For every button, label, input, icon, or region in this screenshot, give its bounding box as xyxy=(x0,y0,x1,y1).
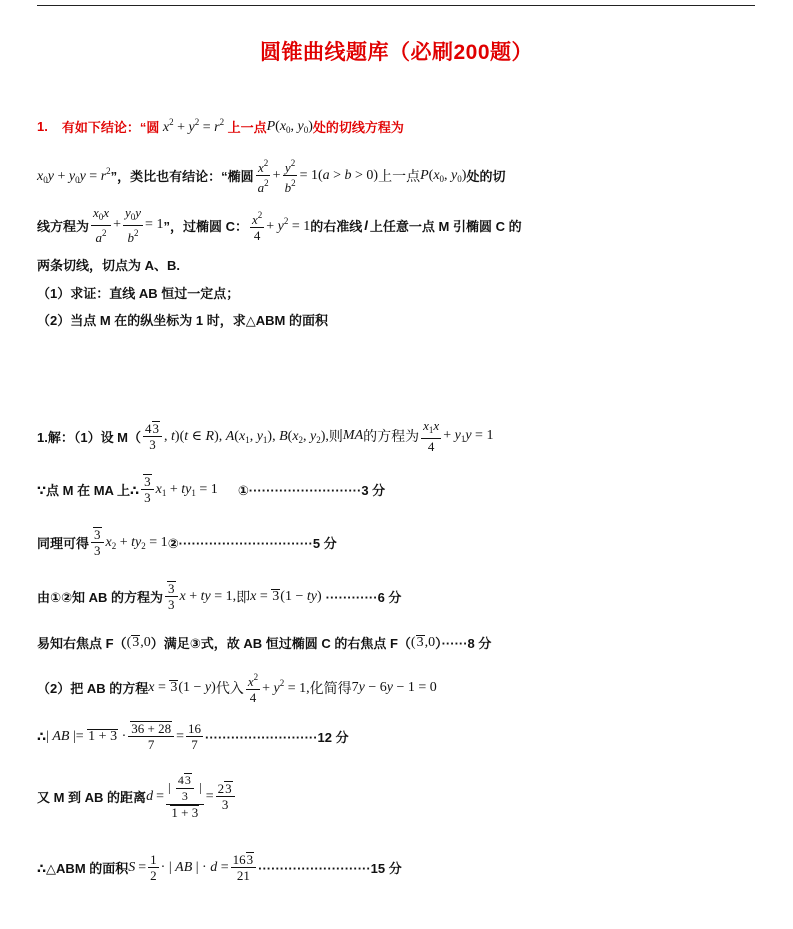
solution-line-5: 易知右焦点 F（ (3,0 ）满足③式，故 AB 恒过椭圆 C 的右焦点 F（ (3,0 ）······8 分 xyxy=(37,634,492,651)
solution-line-1: 1.解：（1）设 M（ $\frac{43}{3}$ , t)(t ∈ R), $A(x_1$, $y_1$), $B(x_2$, $y_2$), 则 MA 的方程为 $\frac{x_1x}{4}$ + $y_1y = 1$ xyxy=(37,418,494,454)
ellipse-frac-x: $\frac{x^2}{a^2}$ xyxy=(257,158,269,195)
solution-line-3: 同理可得 $\frac{3}{3}$ $x_2 + ty_2 = 1$ ②·······························5 分 xyxy=(37,527,337,558)
problem-line-3: 线方程为 $\frac{x_0x}{a^2}$ + $\frac{y_0y}{b^2}$ = 1 ”，过椭圆 C： $\frac{x^2}{4}$ + $y^2 = 1$ 的右准线 l 上任意一点 M 引椭圆 C 的 xyxy=(37,205,522,245)
solution-line-7: ∴ | AB |= 1 + 3 · $\frac{36 + 28}{7}$ = $\frac{16}{7}$ ··························12 分 xyxy=(37,721,349,752)
ellipse-frac-y: $\frac{y^2}{b^2}$ xyxy=(284,158,296,195)
top-rule xyxy=(37,5,755,6)
problem-line-4: 两条切线，切点为 A、B. xyxy=(37,258,181,273)
solution-line-9: ∴△ABM 的面积 S = $\frac{1}{2}$ · | AB | · d = $\frac{163}{21}$ ··························15 分 xyxy=(37,852,402,883)
problem-number: 1. xyxy=(37,119,48,134)
solution-line-8: 又 M 到 AB 的距离 d = | $\frac{43}{3}$ | 1 + 3 = $\frac{23}{3}$ xyxy=(37,773,237,820)
question-2: （2）当点 M 在的纵坐标为 1 时，求△ABM 的面积 xyxy=(37,313,328,328)
ellipse-c-frac: $\frac{x^2}{4}$ xyxy=(251,209,263,243)
point-p: $P(x_0$, $y_0$) xyxy=(266,118,313,135)
problem-line-2: $x_0y + y_0y = r^2$ ”，类比也有结论：“椭圆 $\frac{x^2}{a^2}$ + $\frac{y^2}{b^2}$ = 1(a > b > 0) 上一点 $P(x_0$, $y_0$) 处的切 xyxy=(37,158,506,195)
page-title: 圆锥曲线题库（必刷200题） xyxy=(259,41,534,64)
tangent-circle: $x_0y + y_0y = r^2$ xyxy=(37,166,111,185)
solution-line-6: （2）把 AB 的方程 x = 3(1 − y) 代入 $\frac{x^2}{4}$ + $y^2 = 1$, 化简得 7y − 6y − 1 = 0 xyxy=(37,672,437,705)
problem-line-1: 1. 有如下结论：“圆 $x^2 + y^2 = r^2$ 上一点 $P(x_0$, $y_0$) 处的切线方程为 xyxy=(37,117,404,135)
circle-equation: $x^2 + y^2 = r^2$ xyxy=(162,117,225,135)
solution-line-2: ∵点 M 在 MA 上∴ $\frac{3}{3}$ $x_1 + ty_1 = 1$ ①··························3 分 xyxy=(37,474,386,505)
question-1: （1）求证：直线 AB 恒过一定点； xyxy=(37,286,240,301)
solution-line-4: 由①②知 AB 的方程为 $\frac{3}{3}$ x + ty = 1, 即 x = 3(1 − ty) ············6 分 xyxy=(37,581,402,612)
